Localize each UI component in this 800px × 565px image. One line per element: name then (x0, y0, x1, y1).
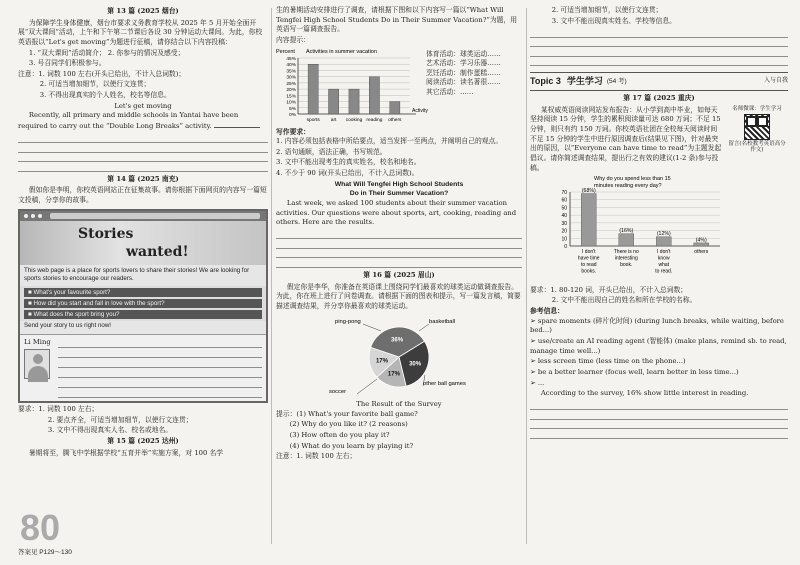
category-label: I don't (582, 249, 596, 256)
passage-14-req-1: 要求：1. 词数 100 左右； (18, 405, 99, 413)
category-label: I don't (657, 249, 671, 256)
activity-hint: 其它活动：…… (426, 88, 474, 97)
question-item: ■ What's your favourite sport? (24, 288, 262, 297)
tick-label: 10% (286, 100, 296, 106)
question-item: ■ What does the sport bring you? (24, 310, 262, 319)
activity-hint: 烹饪活动：制作蛋糕…… (426, 68, 501, 77)
pie-value-label: 17% (375, 358, 388, 365)
passage-17-title: 第 17 篇 (2025 重庆) (623, 94, 695, 103)
bar (390, 101, 400, 113)
activity-hint: 阅读活动：读名著很…… (426, 78, 501, 87)
stories-web-page (18, 209, 268, 403)
leader-line (363, 324, 381, 331)
avatar-icon (24, 349, 50, 379)
writing-req: 3. 文中不能出现考生的真实姓名，校名和地名。 (276, 158, 421, 167)
writing-req: 2. 语句通顺，语法正确，书写规范。 (276, 147, 387, 156)
column-divider (271, 8, 272, 544)
ref-item: ➢ less screen time (less time on the phone...) (530, 357, 686, 366)
ref-item: ➢ spare moments (碎片化时间) (during lunch breaks, while waiting, before bed...) (530, 316, 784, 335)
passage-13-title: 第 13 篇 (2025 烟台) (107, 7, 179, 15)
pie-category-label: other ball games (423, 380, 466, 387)
bar (369, 76, 379, 113)
bar (656, 237, 671, 246)
category-label: art (330, 117, 337, 123)
leader-line (419, 324, 429, 331)
passage-13-point-1: 1. “双大课间”活动简介； 2. 你参与的情况及感受； (28, 48, 185, 57)
column-left (18, 6, 268, 546)
category-label: have time (577, 255, 600, 262)
ref-label: 参考信息： (530, 307, 564, 316)
category-label: reading (366, 117, 383, 123)
tick-label: 10 (561, 236, 567, 243)
topic-number: Topic 3 (530, 76, 561, 87)
bar (329, 89, 339, 114)
ref-item: ➢ ... (530, 378, 545, 387)
qr-code-icon[interactable] (744, 114, 770, 140)
chart-title: Why do you spend less than 15 (594, 176, 671, 183)
tick-label: 40% (286, 62, 296, 68)
url-bar (50, 213, 260, 219)
passage-13-intro: 为保障学生身体健康，烟台市要求义务教育学校从 2025 年 5 月开始全面开展“双大课间”活动，上午和下午第二节课后各设 30 分钟运动大课间。为此，你校英语报以“Let's get moving”为题进行征稿，请你结合以下内容投稿： (18, 18, 263, 46)
chart-title: minutes reading every day? (594, 183, 662, 190)
passage-16-note: 注意：1. 词数 100 左右； (276, 452, 357, 461)
window-dot-icon (38, 214, 42, 218)
bar-value-label: (68%) (581, 188, 596, 195)
answer-lines-13[interactable] (18, 134, 268, 172)
bar-value-label: (12%) (656, 231, 671, 238)
passage-13-note-2: 2. 可适当增加细节，以使行文连贯； (39, 80, 151, 89)
passage-13-note-1: 注意：1. 词数 100 左右(开头已给出，不计入总词数)； (18, 69, 186, 78)
answer-lines-17[interactable] (530, 401, 788, 439)
category-label: to read (580, 262, 597, 269)
passage-16-note-cont: 2. 可适当增加细节，以使行文连贯； (551, 6, 663, 14)
topic-header (530, 72, 788, 91)
category-label: cooking (345, 117, 363, 123)
summer-activity-chart-block (276, 46, 522, 128)
passage-17-req: 要求：1. 80-120 词，开头已给出，不计入总词数； (530, 285, 688, 294)
chart-title: Activities in summer vacation (306, 48, 377, 55)
bar (619, 234, 634, 246)
browser-bar (20, 211, 266, 221)
ref-item: ➢ be a better learner (focus well, learn better in less time...) (530, 367, 739, 376)
passage-17-intro: 某权威英语阅读网站发布报告：从小学到高中毕业，如每天坚持阅读 15 分钟，学生的累积阅读量可达 680 万词；不足 15 分钟，则只有约 150 万词。你校英语社团在全校每天阅读时间不足 15 分钟的学生中进行原因调查后(结果见下图)，针对最突出的原因，以“Everyone can have time to read”为主题发起倡议。请你简述调查结果，提出行之有效的建议(1-2 条)参与投稿。 (530, 105, 722, 172)
passage-13-note-3: 3. 不得出现真实的个人姓名，校名等信息。 (39, 91, 171, 100)
topic-link: 入与自我 (763, 78, 788, 85)
passage-13-point-2: 3. 号召同学们积极参与。 (28, 59, 106, 68)
hint: (3) How often do you play it? (289, 431, 390, 440)
pie-title: The Result of the Survey (356, 400, 442, 409)
pie-value-label: 36% (391, 337, 404, 344)
bar (349, 89, 359, 114)
reading-reason-bar-chart (530, 174, 788, 282)
reply-area (20, 334, 266, 401)
column-right (530, 6, 788, 546)
passage-17-req: 2. 文中不能出现自己的姓名和所在学校的名称。 (551, 296, 697, 305)
page-number: 80 (20, 507, 61, 548)
bar (308, 64, 318, 114)
answer-reference: 答案见 P129～130 (18, 549, 72, 556)
column-middle (276, 6, 522, 546)
passage-13-essay-title: Let's get moving (114, 101, 172, 110)
tick-label: 30% (286, 75, 296, 81)
category-label: know (657, 255, 670, 262)
tick-label: 60 (561, 197, 567, 204)
tick-label: 20 (561, 228, 567, 235)
passage-16-title: 第 16 篇 (2025 眉山) (363, 270, 435, 279)
tick-label: 25% (286, 81, 296, 87)
ref-item: ➢ use/create an AI reading agent (智能体) (make plans, remind sb. to read, manage time well...) (530, 337, 787, 355)
pie-value-label: 17% (387, 371, 400, 378)
category-label: others (694, 249, 709, 256)
banner-headline-2: wanted! (126, 243, 189, 260)
bar-value-label: (16%) (619, 228, 634, 235)
passage-16-intro: 假定你是李华，你准备在英语课上围绕同学们最喜欢的球类运动做调查报告。为此，你在班上进行了问卷调查。请根据下面的图表和提示，写一篇发言稿，简要描述调查结果，并分享你最喜欢的球类运动。 (276, 282, 521, 310)
send-story-line: Send your story to us right now! (20, 321, 266, 334)
passage-17-essay-start: According to the survey, 16% show little interest in reading. (540, 389, 749, 398)
pie-category-label: soccer (329, 388, 347, 395)
essay-title-line-1: What Will Tengfei High School Students (334, 180, 464, 188)
tick-label: 70 (561, 190, 567, 197)
tick-label: 15% (286, 93, 296, 99)
tick-label: 50 (561, 205, 567, 212)
writing-label: 写作要求： (276, 127, 310, 136)
tick-label: 35% (286, 69, 296, 75)
author-name: Li Ming (24, 338, 51, 346)
tick-label: 40 (561, 213, 567, 220)
category-label: There is no (613, 249, 639, 256)
activity-hints (426, 50, 522, 98)
activity-hint: 体育活动：球类运动…… (426, 49, 501, 58)
question-item: ■ How did you start and fall in love with the sport? (24, 299, 262, 308)
reply-lines[interactable] (58, 338, 262, 398)
bar (581, 194, 596, 246)
window-dot-icon (31, 214, 35, 218)
pie-value-label: 30% (409, 361, 422, 368)
hint: (2) Why do you like it? (2 reasons) (289, 420, 408, 429)
qr-caption: 名师微课：学生学习 (732, 105, 782, 112)
hint: (4) What do you learn by playing it? (289, 441, 414, 450)
summer-activity-bar-chart (276, 46, 428, 128)
passage-14-req-2: 2. 要点齐全，可适当增加细节，以使行文连贯； (47, 415, 193, 424)
tick-label: 5% (289, 106, 296, 112)
category-label: book. (620, 262, 633, 269)
writing-req: 1. 内容必须包括表格中所给要点，适当发挥一至两点，并阐明自己的观点。 (276, 137, 503, 146)
activity-hint: 艺术活动：学习乐器…… (426, 59, 501, 68)
essay-blank[interactable] (214, 121, 260, 128)
passage-14-title: 第 14 篇 (2025 南充) (107, 174, 179, 183)
tick-label: 0 (564, 244, 567, 251)
category-label: sports (306, 117, 320, 123)
writing-req: 4. 不少于 90 词(开头已给出，不计入总词数)。 (276, 169, 419, 178)
bar-value-label: (4%) (695, 237, 707, 244)
qr-block[interactable] (726, 106, 788, 155)
x-axis-label: Activity (412, 107, 428, 114)
passage-14-req-3: 3. 文中不得出现真实人名、校名或地名。 (47, 426, 173, 435)
category-label: interesting (614, 255, 638, 262)
topic-count: (54 考) (606, 78, 627, 86)
stories-banner (20, 221, 266, 265)
page-description: This web page is a place for sports lovers to share their stories! We are looking for sports stories to encourage our readers. (20, 265, 266, 287)
ball-game-pie-chart (276, 313, 522, 397)
passage-15-intro: 暑期将至，腾飞中学根据学校“五育并举”实施方案，对 100 名学 (28, 448, 224, 457)
tick-label: 0% (289, 112, 296, 118)
category-label: others (388, 117, 402, 123)
category-label: books. (581, 268, 597, 275)
tick-label: 30 (561, 221, 567, 228)
pie-category-label: ping-pong (335, 318, 361, 325)
pie-category-label: basketball (429, 318, 456, 325)
passage-13-essay-start: Recently, all primary and middle schools in Yantai have been required to carry out the “Double Long Breaks” activity. (18, 111, 268, 131)
content-label: 内容提示： (276, 35, 310, 44)
tick-label: 20% (286, 87, 296, 93)
topic-name: 学生学习 (566, 76, 603, 87)
window-dot-icon (24, 214, 28, 218)
passage-14-intro: 假如你是李明，你校英语网站正在征集故事。请你根据下面网页的内容写一篇短文投稿，分享你的故事。 (18, 186, 267, 204)
passage-15-continued: 生的暑期活动安排进行了调查，请根据下图和以下内容写一篇以“What Will Tengfei High School Students Do in Their Summer Vacation?”为题，用英语写一篇调查报告。 (276, 6, 518, 34)
tick-label: 45% (286, 56, 296, 62)
hint: 提示：(1) What's your favorite ball game? (276, 409, 418, 418)
category-label: to read. (655, 268, 673, 275)
category-label: what (658, 262, 670, 269)
passage-16-note-cont: 3. 文中不能出现真实姓名、学校等信息。 (551, 16, 676, 25)
essay-title-line-2: Do in Their Summer Vacation? (349, 190, 449, 198)
answer-lines-16[interactable] (530, 28, 788, 66)
chart-ylabel: Percent (276, 48, 295, 55)
leader-line (357, 379, 377, 394)
banner-headline-1: Stories (78, 225, 134, 242)
column-divider (526, 8, 527, 544)
qr-caption: 留言(名校教考英语高分作文) (728, 140, 786, 154)
answer-lines-15[interactable] (276, 230, 522, 268)
passage-15-essay-start: Last week, we asked 100 students about their summer vacation activities. Our questions were about sports, art, cooking, reading and others. Here are the results. (276, 199, 517, 227)
passage-15-title: 第 15 篇 (2025 达州) (107, 436, 179, 445)
